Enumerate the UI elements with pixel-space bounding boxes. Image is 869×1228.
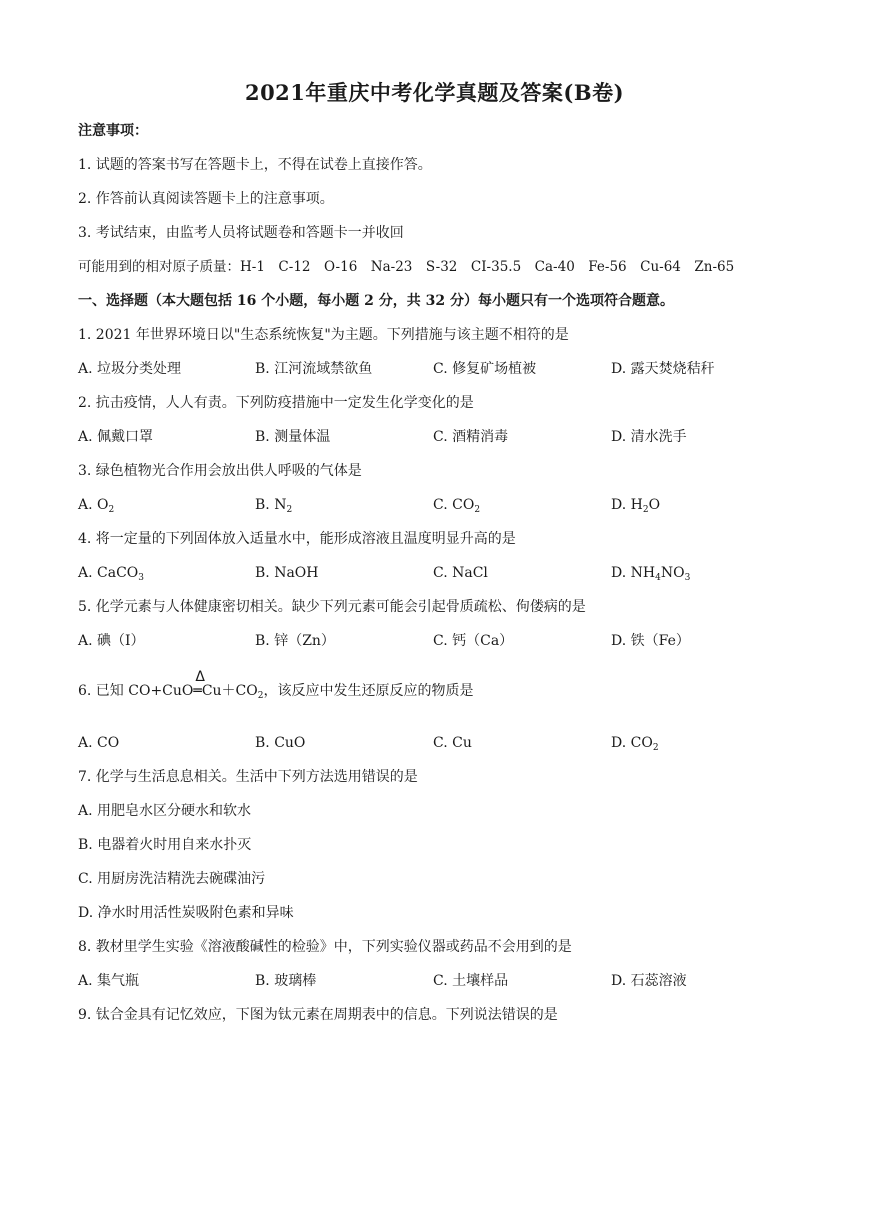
option-a: A. 集气瓶 xyxy=(78,973,140,989)
stem-text: Cu＋CO xyxy=(201,683,258,699)
option-row xyxy=(78,359,838,379)
option-a: A. 碘（I） xyxy=(78,633,145,649)
option-d: D. 石蕊溶液 xyxy=(611,973,687,989)
exam-title: 2021年重庆中考化学真题及答案(B卷) xyxy=(244,80,625,105)
option-text: A. CaCO xyxy=(78,565,139,581)
subscript: 3 xyxy=(138,573,144,583)
stem-text: 6. 已知 CO+CuO xyxy=(78,683,194,699)
question-stem: 7. 化学与生活息息相关。生活中下列方法选用错误的是 xyxy=(78,769,418,785)
option-a xyxy=(78,563,144,583)
option-d: D. 净水时用活性炭吸附色素和异味 xyxy=(78,905,294,921)
option-text: A. O xyxy=(78,497,109,513)
option-row xyxy=(78,563,838,583)
option-text: D. CO xyxy=(611,735,653,751)
option-text: D. NH xyxy=(611,565,656,581)
option-a xyxy=(78,495,114,515)
heat-symbol: Δ xyxy=(195,669,205,685)
reaction-arrow xyxy=(193,669,205,701)
equals-sign: ═ xyxy=(193,683,202,699)
stem-text: ，该反应中发生还原反应的物质是 xyxy=(263,683,474,699)
option-a: A. 佩戴口罩 xyxy=(78,429,154,445)
option-b: B. 锌（Zn） xyxy=(255,633,335,649)
option-d: D. 铁（Fe） xyxy=(611,633,690,649)
subscript: 2 xyxy=(108,505,115,515)
option-c: C. Cu xyxy=(433,735,472,751)
option-c: C. NaCl xyxy=(433,565,488,581)
option-b: B. NaOH xyxy=(255,565,319,581)
option-c: C. 修复矿场植被 xyxy=(433,361,537,377)
question-stem xyxy=(78,669,474,701)
option-row xyxy=(78,427,838,447)
option-a: A. 用肥皂水区分硬水和软水 xyxy=(78,803,252,819)
question-stem: 4. 将一定量的下列固体放入适量水中，能形成溶液且温度明显升高的是 xyxy=(78,531,516,547)
option-c: C. 土壤样品 xyxy=(433,973,509,989)
notice-item: 1. 试题的答案书写在答题卡上，不得在试卷上直接作答。 xyxy=(78,157,432,173)
option-text: C. CO xyxy=(433,497,475,513)
subscript: 2 xyxy=(652,743,659,753)
option-d xyxy=(611,495,660,515)
option-b: B. 电器着火时用自来水扑灭 xyxy=(78,837,252,853)
subscript: 3 xyxy=(684,573,691,583)
option-b: B. 玻璃棒 xyxy=(255,973,317,989)
option-text: NO xyxy=(660,565,685,581)
option-row xyxy=(78,971,838,991)
option-text: D. H xyxy=(611,497,643,513)
option-b: B. 测量体温 xyxy=(255,429,331,445)
atomic-masses: 可能用到的相对原子质量：H-1 C-12 O-16 Na-23 S-32 CI-35.5 Ca-40 Fe-56 Cu-64 Zn-65 xyxy=(78,259,735,275)
question-stem: 1. 2021 年世界环境日以"生态系统恢复"为主题。下列措施与该主题不相符的是 xyxy=(78,327,569,343)
option-d: D. 清水洗手 xyxy=(611,429,687,445)
section-heading: 一、选择题（本大题包括 16 个小题，每小题 2 分，共 32 分）每小题只有一个选项符合题意。 xyxy=(78,293,674,309)
notice-item: 3. 考试结束，由监考人员将试题卷和答题卡一并收回 xyxy=(78,225,404,241)
subscript: 2 xyxy=(474,505,481,515)
option-b: B. CuO xyxy=(255,735,306,751)
option-d xyxy=(611,733,659,753)
question-stem: 3. 绿色植物光合作用会放出供人呼吸的气体是 xyxy=(78,463,362,479)
subscript: 4 xyxy=(655,573,661,583)
option-c: C. 钙（Ca） xyxy=(433,633,514,649)
question-stem: 2. 抗击疫情，人人有责。下列防疫措施中一定发生化学变化的是 xyxy=(78,395,474,411)
option-c: C. 酒精消毒 xyxy=(433,429,509,445)
option-row xyxy=(78,631,838,651)
notice-heading: 注意事项： xyxy=(78,123,148,139)
option-text: B. N xyxy=(255,497,287,513)
option-row xyxy=(78,495,838,515)
option-d: D. 露天焚烧秸秆 xyxy=(611,361,715,377)
question-stem: 5. 化学元素与人体健康密切相关。缺少下列元素可能会引起骨质疏松、佝偻病的是 xyxy=(78,599,586,615)
option-c xyxy=(433,495,480,515)
question-stem: 8. 教材里学生实验《溶液酸碱性的检验》中，下列实验仪器或药品不会用到的是 xyxy=(78,939,572,955)
subscript: 2 xyxy=(286,505,293,515)
option-a: A. 垃圾分类处理 xyxy=(78,361,182,377)
subscript: 2 xyxy=(257,691,264,701)
option-row xyxy=(78,733,838,753)
question-stem: 9. 钛合金具有记忆效应，下图为钛元素在周期表中的信息。下列说法错误的是 xyxy=(78,1007,558,1023)
option-d xyxy=(611,563,690,583)
option-a: A. CO xyxy=(78,735,120,751)
option-c: C. 用厨房洗洁精洗去碗碟油污 xyxy=(78,871,266,887)
notice-item: 2. 作答前认真阅读答题卡上的注意事项。 xyxy=(78,191,334,207)
option-b xyxy=(255,495,292,515)
option-b: B. 江河流域禁欲鱼 xyxy=(255,361,373,377)
subscript: 2 xyxy=(642,505,649,515)
option-text: O xyxy=(648,497,661,513)
